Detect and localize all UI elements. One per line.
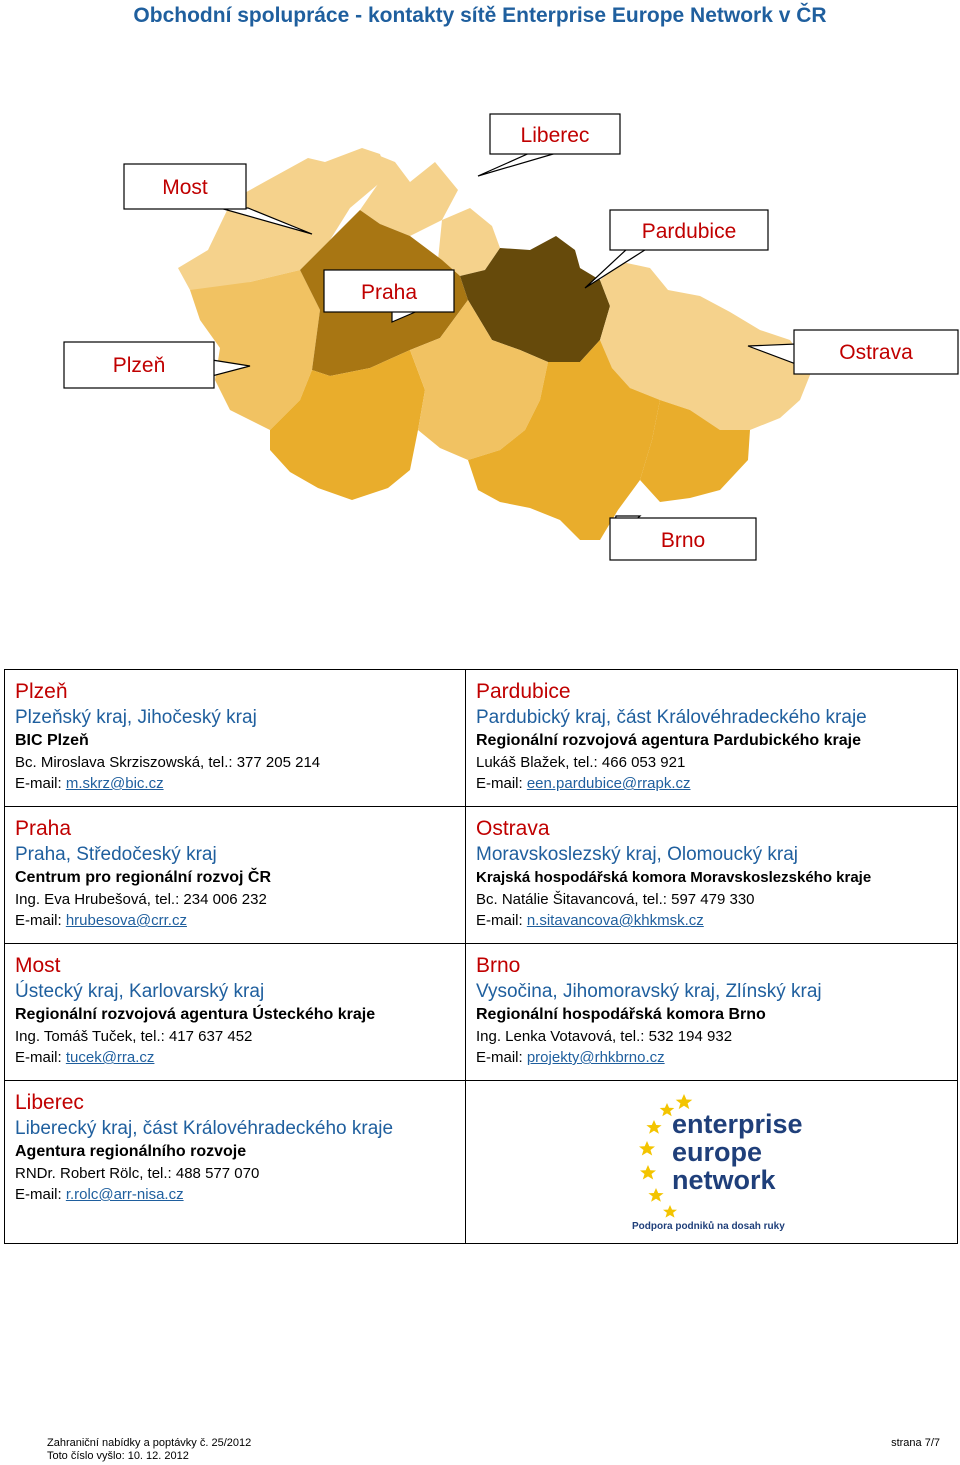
- page-title: Obchodní spolupráce - kontakty sítě Enterprise Europe Network v ČR: [133, 4, 827, 27]
- contact-ostrava: [466, 807, 958, 944]
- contact-city: Most: [15, 954, 61, 977]
- contact-email-line: [15, 1184, 455, 1205]
- contact-person: Ing. Tomáš Tuček, tel.: 417 637 452: [15, 1028, 253, 1045]
- star-icon: [639, 1141, 655, 1156]
- contact-region: Plzeňský kraj, Jihočeský kraj: [15, 707, 257, 728]
- logo-tagline: Podpora podniků na dosah ruky: [631, 1221, 785, 1232]
- email-label: E-mail:: [476, 1049, 527, 1066]
- email-label: E-mail:: [476, 775, 527, 792]
- contacts-row: [5, 807, 958, 944]
- callout-label-ostrava: Ostrava: [839, 341, 913, 364]
- email-link[interactable]: r.rolc@arr-nisa.cz: [65, 1186, 184, 1203]
- email-link[interactable]: hrubesova@crr.cz: [65, 912, 187, 929]
- email-link[interactable]: tucek@rra.cz: [65, 1049, 155, 1066]
- contact-city: Brno: [476, 954, 521, 977]
- contact-person: RNDr. Robert Rölc, tel.: 488 577 070: [15, 1165, 260, 1182]
- contact-praha: [5, 807, 466, 944]
- contact-org: Agentura regionálního rozvoje: [15, 1143, 247, 1160]
- email-label: E-mail:: [15, 1049, 66, 1066]
- email-link[interactable]: projekty@rhkbrno.cz: [526, 1049, 665, 1066]
- contact-org: Centrum pro regionální rozvoj ČR: [15, 869, 272, 886]
- contact-region: Liberecký kraj, část Královéhradeckého kraje: [15, 1118, 394, 1139]
- star-icon: [648, 1188, 663, 1202]
- footer-issued: Toto číslo vyšlo: 10. 12. 2012: [47, 1450, 189, 1462]
- enterprise-europe-network-logo: [612, 1089, 812, 1237]
- contact-email-line: [15, 1047, 455, 1068]
- contact-person: Ing. Eva Hrubešová, tel.: 234 006 232: [15, 891, 267, 908]
- email-link[interactable]: n.sitavancova@khkmsk.cz: [526, 912, 704, 929]
- star-icon: [675, 1094, 692, 1109]
- contact-person: Bc. Miroslava Skrziszowská, tel.: 377 205 214: [15, 754, 321, 771]
- contacts-row: [5, 670, 958, 807]
- pointer-liberec: [478, 152, 560, 176]
- contact-person: Lukáš Blažek, tel.: 466 053 921: [476, 754, 686, 771]
- contact-org: Regionální rozvojová agentura Ústeckého kraje: [15, 1006, 376, 1023]
- contacts-row: [5, 1081, 958, 1244]
- contact-org: BIC Plzeň: [15, 732, 89, 749]
- footer-page-number: strana 7/7: [891, 1437, 940, 1449]
- logo-cell: [466, 1081, 958, 1244]
- callout-label-pardubice: Pardubice: [641, 220, 737, 243]
- contact-org: Regionální hospodářská komora Brno: [476, 1006, 766, 1023]
- contact-org: Krajská hospodářská komora Moravskoslezského kraje: [476, 869, 872, 886]
- contact-region: Ústecký kraj, Karlovarský kraj: [15, 981, 265, 1002]
- contacts-table: [4, 669, 958, 1244]
- czech-regions-map: [0, 100, 960, 580]
- contact-person: Ing. Lenka Votavová, tel.: 532 194 932: [476, 1028, 733, 1045]
- contacts-row: [5, 944, 958, 1081]
- callout-label-brno: Brno: [660, 529, 706, 552]
- contact-city: Ostrava: [476, 817, 550, 840]
- contact-city: Liberec: [15, 1091, 84, 1114]
- contact-city: Praha: [15, 817, 72, 840]
- callout-label-praha: Praha: [360, 281, 418, 304]
- contact-region: Pardubický kraj, část Královéhradeckého kraje: [476, 707, 867, 728]
- contact-plzen: [5, 670, 466, 807]
- contact-email-line: [15, 910, 455, 931]
- contact-liberec: [5, 1081, 466, 1244]
- email-link[interactable]: m.skrz@bic.cz: [65, 775, 164, 792]
- contact-most: [5, 944, 466, 1081]
- contact-region: Vysočina, Jihomoravský kraj, Zlínský kraj: [476, 981, 822, 1002]
- callout-label-liberec: Liberec: [520, 124, 590, 147]
- contact-email-line: [15, 773, 455, 794]
- logo-line-2: europe: [671, 1137, 762, 1167]
- email-label: E-mail:: [15, 775, 66, 792]
- email-label: E-mail:: [15, 912, 66, 929]
- contact-brno: [466, 944, 958, 1081]
- contact-region: Moravskoslezský kraj, Olomoucký kraj: [476, 844, 799, 865]
- callout-label-most: Most: [162, 176, 208, 199]
- star-icon: [646, 1120, 661, 1134]
- contact-region: Praha, Středočeský kraj: [15, 844, 217, 865]
- footer-publication: Zahraniční nabídky a poptávky č. 25/2012: [47, 1437, 252, 1449]
- callout-label-plzen: Plzeň: [112, 354, 166, 377]
- contact-pardubice: [466, 670, 958, 807]
- logo-line-1: enterprise: [671, 1109, 803, 1139]
- contact-city: Pardubice: [476, 680, 571, 703]
- page-footer: [47, 1437, 940, 1463]
- contact-email-line: [476, 1047, 947, 1068]
- contact-email-line: [476, 773, 947, 794]
- contact-org: Regionální rozvojová agentura Pardubického kraje: [476, 732, 861, 749]
- logo-line-3: network: [671, 1165, 776, 1195]
- email-label: E-mail:: [15, 1186, 66, 1203]
- contact-city: Plzeň: [15, 680, 68, 703]
- contact-person: Bc. Natálie Šitavancová, tel.: 597 479 330: [476, 891, 755, 908]
- email-label: E-mail:: [476, 912, 527, 929]
- contact-email-line: [476, 910, 947, 931]
- star-icon: [663, 1205, 677, 1218]
- email-link[interactable]: een.pardubice@rrapk.cz: [526, 775, 691, 792]
- map-regions: [178, 148, 812, 540]
- star-icon: [640, 1165, 656, 1180]
